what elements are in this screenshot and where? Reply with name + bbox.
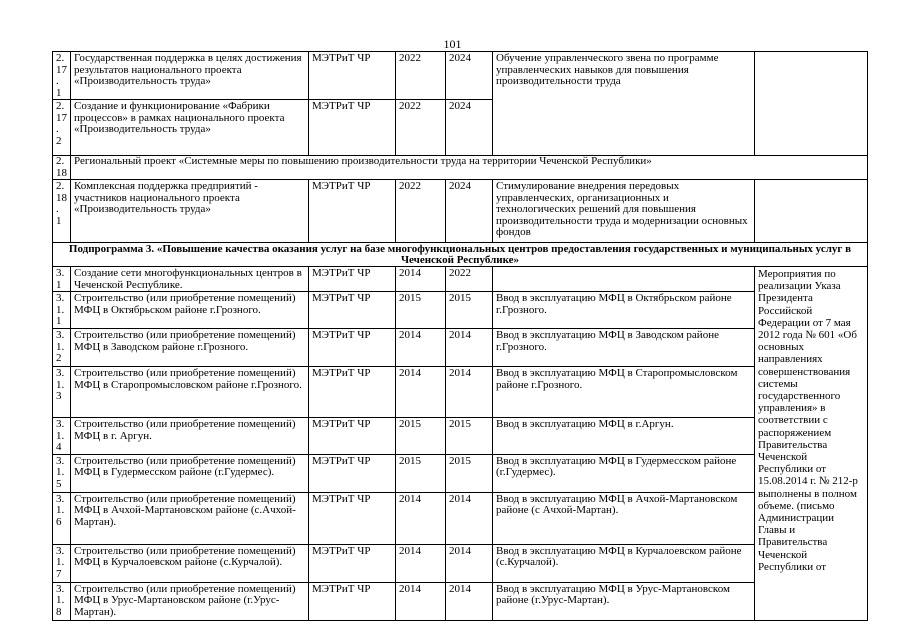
responsible-org: МЭТРиТ ЧР: [309, 329, 396, 367]
activity-name: Строительство (или приобретение помещений) МФЦ в Ачхой-Мартановском районе (с.Ачхой-Мартан).: [71, 492, 309, 544]
table-row: [53, 582, 868, 620]
end-year: 2014: [446, 329, 493, 367]
row-number: 3.1.7: [53, 544, 71, 582]
activity-name: Строительство (или приобретение помещений) МФЦ в г. Аргун.: [71, 418, 309, 455]
table-row: [53, 418, 868, 455]
expected-result: Ввод в эксплуатацию МФЦ в Старопромысловском районе г.Грозного.: [493, 367, 755, 418]
row-number: 3.1.8: [53, 582, 71, 620]
expected-result: Обучение управленческого звена по программе управленческих навыков для повышения производительности труда: [493, 52, 755, 156]
start-year: 2014: [396, 544, 446, 582]
end-year: 2014: [446, 367, 493, 418]
responsible-org: МЭТРиТ ЧР: [309, 544, 396, 582]
end-year: 2022: [446, 267, 493, 292]
activity-name: Комплексная поддержка предприятий - участников национального проекта «Производительность труда»: [71, 180, 309, 243]
end-year: 2015: [446, 418, 493, 455]
end-year: 2014: [446, 492, 493, 544]
row-number: 3.1.2: [53, 329, 71, 367]
note-cell: [755, 180, 868, 243]
activity-name: Строительство (или приобретение помещений) МФЦ в Октябрьском районе г.Грозного.: [71, 292, 309, 329]
page-number: 101: [443, 37, 462, 51]
table-row: [53, 329, 868, 367]
expected-result: [493, 267, 755, 292]
expected-result: Ввод в эксплуатацию МФЦ в Октябрьском районе г.Грозного.: [493, 292, 755, 329]
end-year: 2024: [446, 52, 493, 100]
end-year: 2015: [446, 292, 493, 329]
program-table: [52, 51, 868, 621]
expected-result: Ввод в эксплуатацию МФЦ в Курчалоевском районе (с.Курчалой).: [493, 544, 755, 582]
end-year: 2024: [446, 180, 493, 243]
start-year: 2022: [396, 52, 446, 100]
expected-result: Ввод в эксплуатацию МФЦ в Заводском районе г.Грозного.: [493, 329, 755, 367]
end-year: 2024: [446, 100, 493, 156]
row-number: 2.18: [53, 156, 71, 180]
row-number: 3.1.5: [53, 454, 71, 492]
table-row: [53, 267, 868, 292]
expected-result: Стимулирование внедрения передовых управленческих, организационных и технологических решений для повышения производительности труда и модернизации основных фондов: [493, 180, 755, 243]
start-year: 2014: [396, 267, 446, 292]
end-year: 2014: [446, 544, 493, 582]
table-row: [53, 454, 868, 492]
row-number: 3.1.3: [53, 367, 71, 418]
responsible-org: МЭТРиТ ЧР: [309, 180, 396, 243]
start-year: 2022: [396, 180, 446, 243]
end-year: 2015: [446, 454, 493, 492]
end-year: 2014: [446, 582, 493, 620]
activity-name: Государственная поддержка в целях достижения результатов национального проекта «Производительность труда»: [71, 52, 309, 100]
start-year: 2022: [396, 100, 446, 156]
activity-name: Строительство (или приобретение помещений) МФЦ в Курчалоевском районе (с.Курчалой).: [71, 544, 309, 582]
row-number: 2.18. 1: [53, 180, 71, 243]
responsible-org: МЭТРиТ ЧР: [309, 100, 396, 156]
row-number: 3.1.4: [53, 418, 71, 455]
row-number: 2.17. 1: [53, 52, 71, 100]
activity-name: Строительство (или приобретение помещений) МФЦ в Урус-Мартановском районе (г.Урус-Мартан).: [71, 582, 309, 620]
expected-result: Ввод в эксплуатацию МФЦ в Урус-Мартановском районе (г.Урус-Мартан).: [493, 582, 755, 620]
expected-result: Ввод в эксплуатацию МФЦ в Ачхой-Мартановском районе (с Ачхой-Мартан).: [493, 492, 755, 544]
activity-name: Создание сети многофункциональных центров в Чеченской Республике.: [71, 267, 309, 292]
activity-name: Строительство (или приобретение помещений) МФЦ в Гудермесском районе (г.Гудермес).: [71, 454, 309, 492]
row-number: 3.1.1: [53, 292, 71, 329]
responsible-org: МЭТРиТ ЧР: [309, 454, 396, 492]
responsible-org: МЭТРиТ ЧР: [309, 492, 396, 544]
expected-result: Ввод в эксплуатацию МФЦ в г.Аргун.: [493, 418, 755, 455]
table-row: [53, 292, 868, 329]
responsible-org: МЭТРиТ ЧР: [309, 267, 396, 292]
responsible-org: МЭТРиТ ЧР: [309, 52, 396, 100]
start-year: 2014: [396, 492, 446, 544]
table-row: [53, 180, 868, 243]
row-number: 2.17. 2: [53, 100, 71, 156]
row-number: 3.1: [53, 267, 71, 292]
responsible-org: МЭТРиТ ЧР: [309, 582, 396, 620]
row-number: 3.1.6: [53, 492, 71, 544]
responsible-org: МЭТРиТ ЧР: [309, 367, 396, 418]
subprogram-header-row: [53, 243, 868, 267]
table-row: [53, 492, 868, 544]
table-row: [53, 544, 868, 582]
activity-name: Строительство (или приобретение помещений) МФЦ в Заводском районе г.Грозного.: [71, 329, 309, 367]
side-note: Мероприятия по реализации Указа Президента Российской Федерации от 7 мая 2012 года № 601 «Об основных направлениях совершенствования системы государственного управления» в соответствии с распоряжением Правительства Чеченской Республики от 15.08.2014 г. № 212-р выполнены в полном объеме. (письмо Администрации Главы и Правительства Чеченской Республики от: [755, 267, 868, 621]
start-year: 2015: [396, 418, 446, 455]
regional-project-row: [53, 156, 868, 180]
start-year: 2014: [396, 329, 446, 367]
responsible-org: МЭТРиТ ЧР: [309, 292, 396, 329]
table-row: [53, 367, 868, 418]
start-year: 2014: [396, 582, 446, 620]
start-year: 2015: [396, 454, 446, 492]
regional-project-title: Региональный проект «Системные меры по повышению производительности труда на территории Чеченской Республики»: [71, 156, 868, 180]
activity-name: Строительство (или приобретение помещений) МФЦ в Старопромысловском районе г.Грозного.: [71, 367, 309, 418]
responsible-org: МЭТРиТ ЧР: [309, 418, 396, 455]
start-year: 2015: [396, 292, 446, 329]
expected-result: Ввод в эксплуатацию МФЦ в Гудермесском районе (г.Гудермес).: [493, 454, 755, 492]
note-cell: [755, 52, 868, 156]
activity-name: Создание и функционирование «Фабрики процессов» в рамках национального проекта «Производительность труда»: [71, 100, 309, 156]
subprogram-title: Подпрограмма 3. «Повышение качества оказания услуг на базе многофункциональных центров предоставления государственных и муниципальных услуг в Чеченской Республике»: [53, 243, 868, 267]
table-row: [53, 52, 868, 100]
start-year: 2014: [396, 367, 446, 418]
